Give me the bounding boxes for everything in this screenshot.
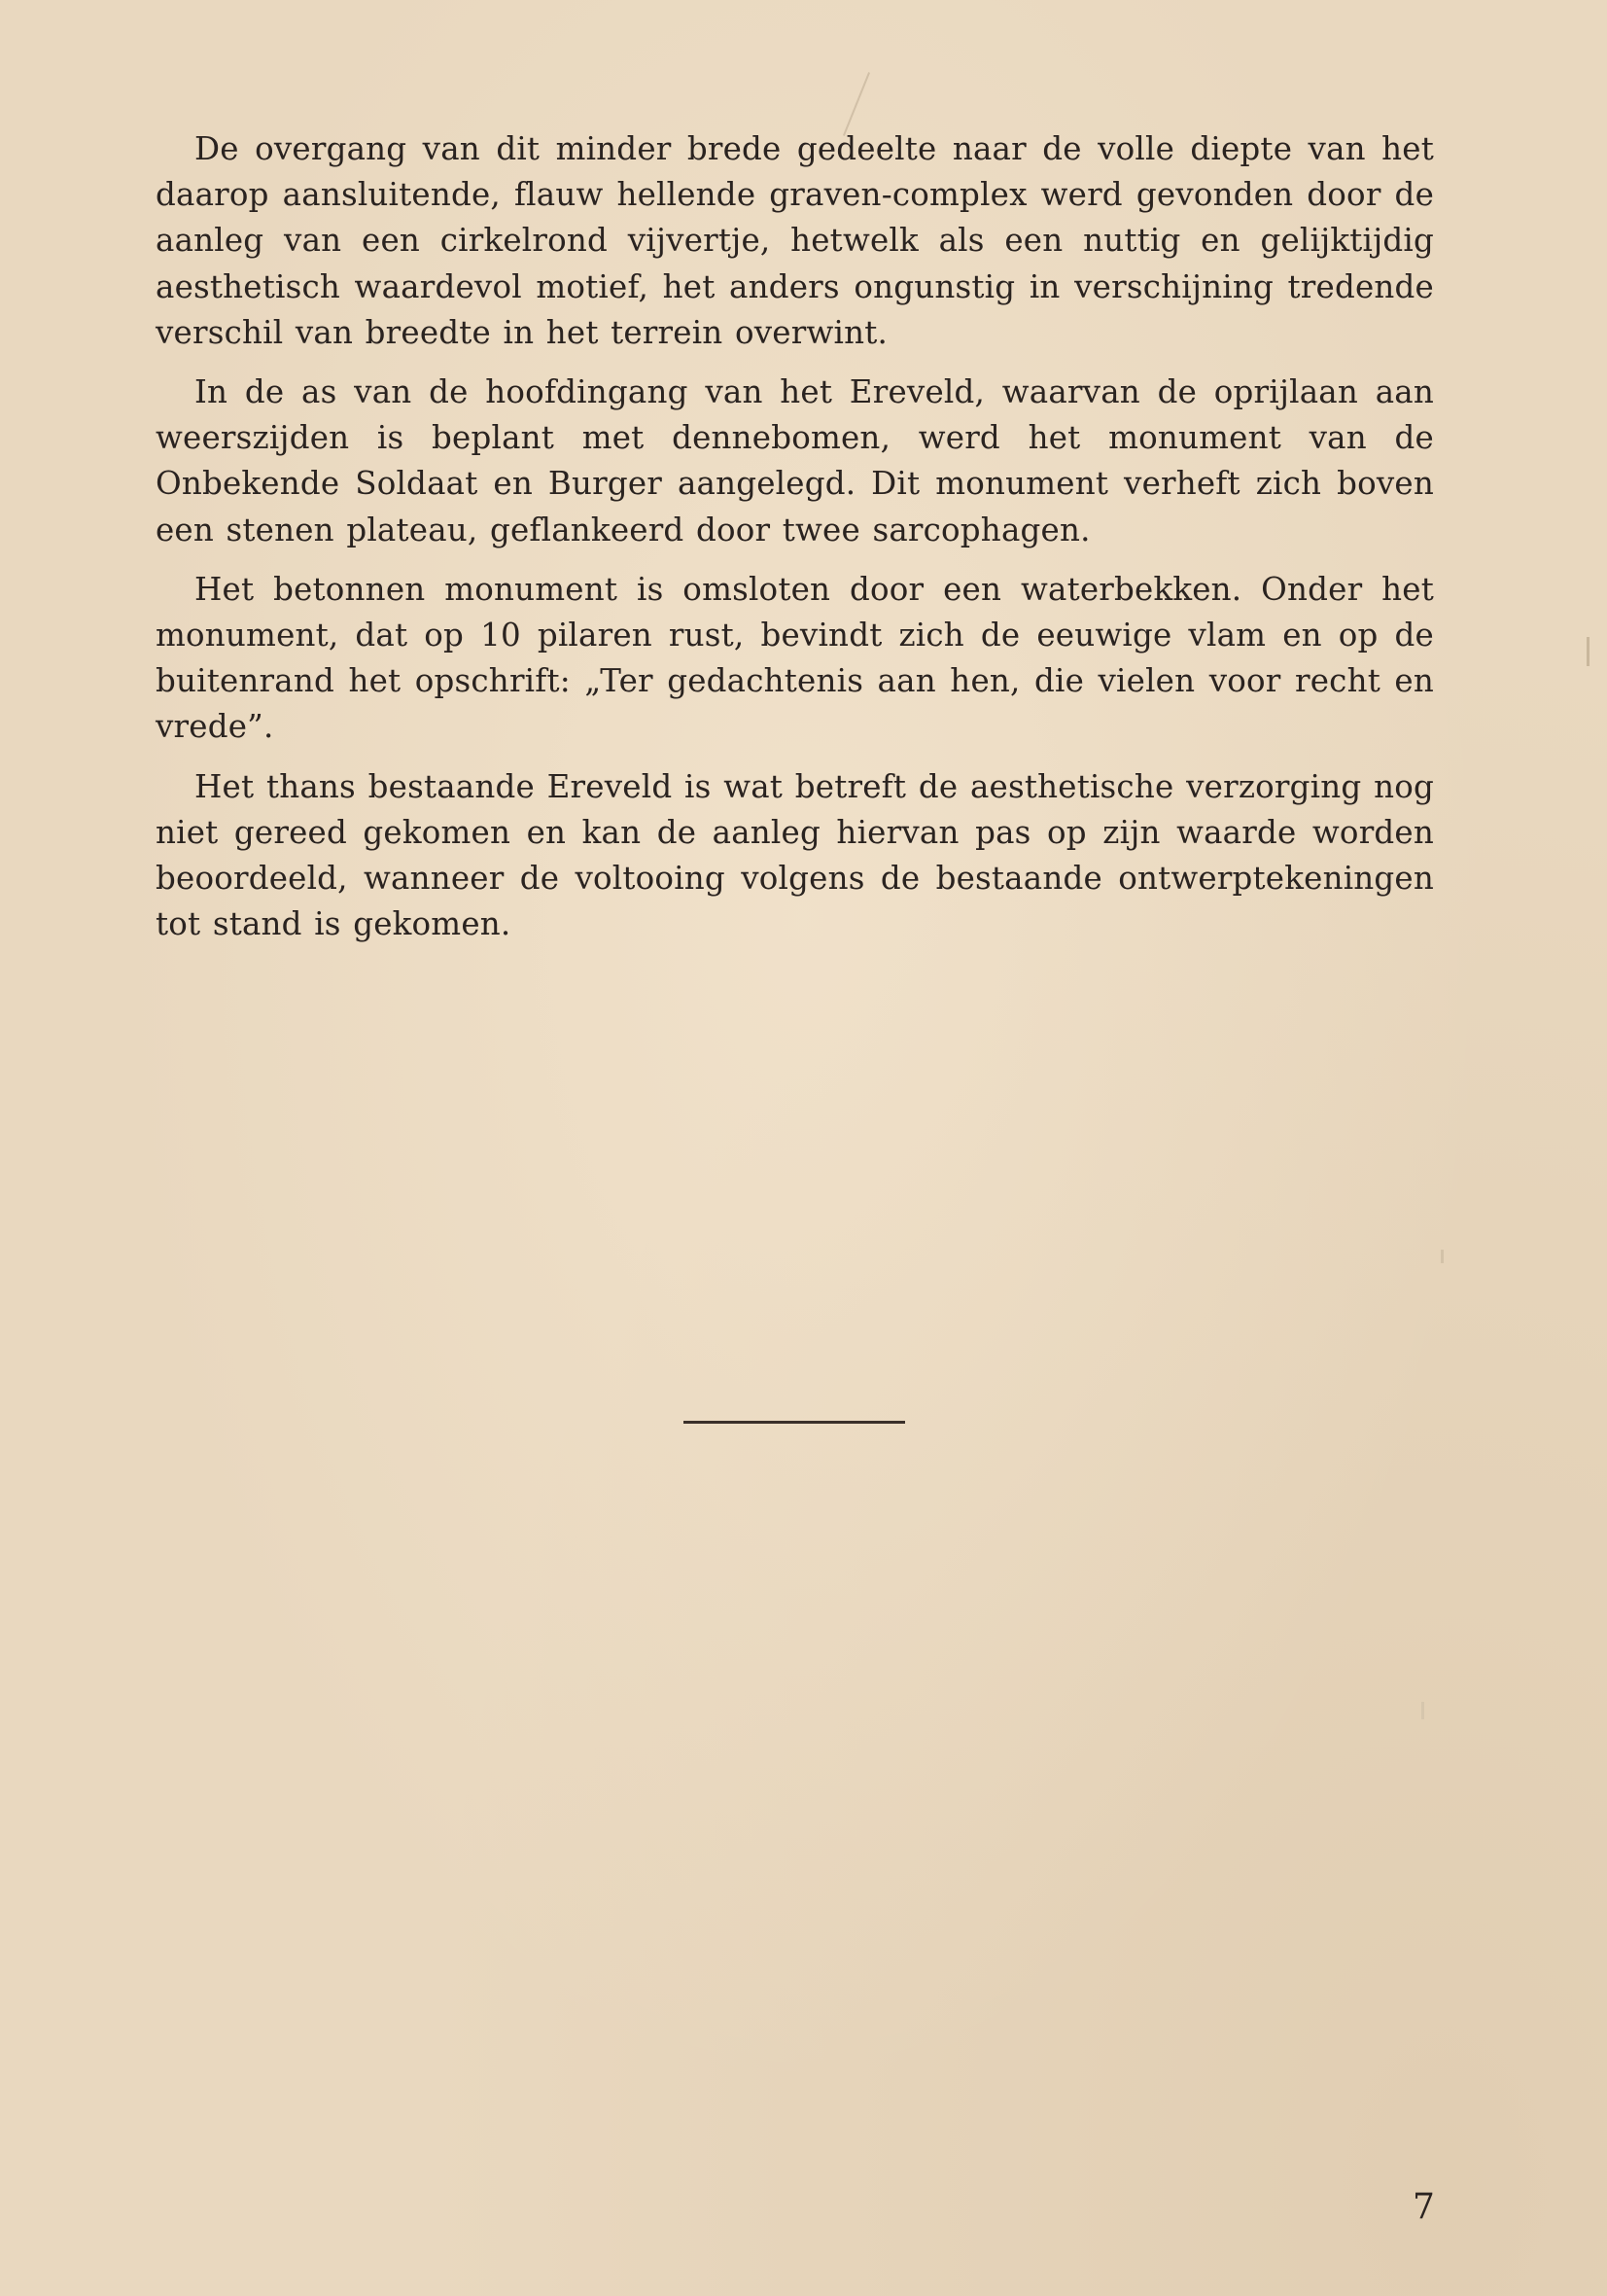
paper-speck (1421, 1702, 1424, 1719)
body-text (156, 126, 1434, 961)
section-divider (683, 1421, 905, 1424)
paragraph-4: Het thans bestaande Ereveld is wat betreft de aesthetische verzorging nog niet gereed gekomen en kan de aanleg hiervan pas op zijn waarde worden beoordeeld, wanneer de voltooing volgens de bestaande ontwerptekeningen tot stand is gekomen. (156, 767, 1434, 943)
page-number: 7 (1413, 2187, 1435, 2227)
paper-edge-mark (1587, 637, 1590, 666)
paragraph-2: In de as van de hoofdingang van het Ereveld, waarvan de oprijlaan aan weerszijden is beplant met dennebomen, werd het monument van de Onbekende Soldaat en Burger aangelegd. Dit monument verheft zich boven een stenen plateau, geflankeerd door twee sarcophagen. (156, 373, 1434, 548)
paper-speck (1441, 1250, 1444, 1263)
paragraph-3: Het betonnen monument is omsloten door een waterbekken. Onder het monument, dat op 10 pilaren rust, bevindt zich de eeuwige vlam en op de buitenrand het opschrift: „Ter gedachtenis aan hen, die vielen voor recht en vrede”. (156, 570, 1434, 746)
paragraph-1: De overgang van dit minder brede gedeelte naar de volle diepte van het daarop aansluitende, flauw hellende graven-complex werd gevonden door de aanleg van een cirkelrond vijvertje, hetwelk als een nuttig en gelijktijdig aesthetisch waardevol motief, het anders ongunstig in verschijning tredende verschil van breedte in het terrein overwint. (156, 130, 1434, 351)
